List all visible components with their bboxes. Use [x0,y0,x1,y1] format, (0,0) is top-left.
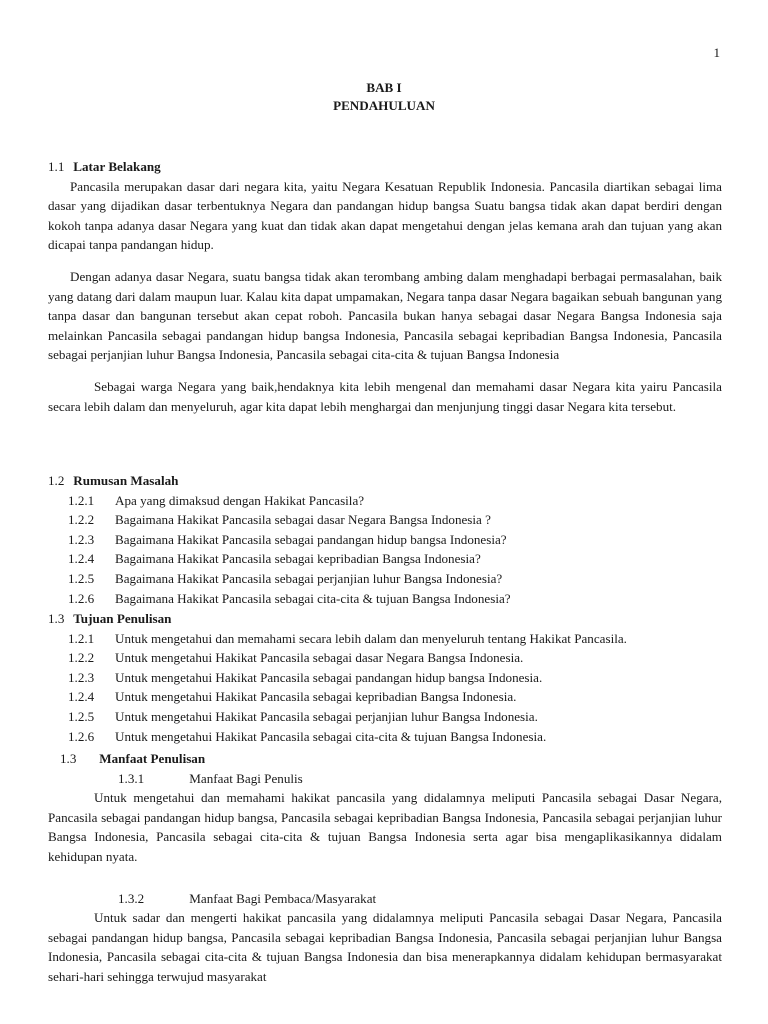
chapter-label: BAB I [366,80,402,95]
paragraph: Untuk sadar dan mengerti hakikat pancasila yang didalamnya meliputi Pancasila sebagai Dasar Negara, Pancasila sebagai pandangan hidup bangsa, Pancasila sebagai kepribadian Bangsa Indonesia, Pancasila sebagai perjanjian luhur Bangsa Indonesia, Pancasila sebagai cita-cita & tujuan Bangsa Indonesia dan bisa menerapkannya didalam kehidupan bermasyarakat sehari-hari sehingga terwujud masyarakat [48,910,722,984]
section-rumusan-masalah [48,471,722,608]
list-item: 1.2.2 Untuk mengetahui Hakikat Pancasila sebagai dasar Negara Bangsa Indonesia. [68,650,524,666]
list-item: 1.2.2 Bagaimana Hakikat Pancasila sebagai dasar Negara Bangsa Indonesia ? [68,512,491,528]
subsection-number: 1.3.2 [118,890,145,906]
subsection-heading [48,889,722,909]
page-number: 1 [713,45,720,60]
chapter-title: PENDAHULUAN [333,98,435,113]
section-number: 1.1 [48,159,65,174]
paragraph: Untuk mengetahui dan memahami hakikat pancasila yang didalamnya meliputi Pancasila sebagai Dasar Negara, Pancasila sebagai pandangan hidup bangsa, Pancasila sebagai kepribadian Bangsa Indonesia, Pancasila sebagai perjanjian luhur Bangsa Indonesia, Pancasila sebagai cita-cita & tujuan Bangsa Indonesia serta agar bisa mengaplikasikannya didalam kehidupan nyata. [48,790,722,864]
section-title: Manfaat Penulisan [99,751,206,766]
section-heading [48,609,722,629]
list-item: 1.2.5 Untuk mengetahui Hakikat Pancasila sebagai perjanjian luhur Bangsa Indonesia. [68,708,538,724]
list-item: 1.2.3 Bagaimana Hakikat Pancasila sebagai pandangan hidup bangsa Indonesia? [68,531,507,547]
subsection-title: Manfaat Bagi Pembaca/Masyarakat [189,890,377,906]
paragraph: Sebagai warga Negara yang baik,hendaknya kita lebih mengenal dan memahami dasar Negara kita yairu Pancasila secara lebih dalam dan menyeluruh, agar kita dapat lebih menghargai dan menjunjung tinggi dasar Negara kita tersebut. [48,378,722,414]
list-item: 1.2.1 Apa yang dimaksud dengan Hakikat Pancasila? [68,492,365,508]
paragraph: Pancasila merupakan dasar dari negara kita, yaitu Negara Kesatuan Republik Indonesia. Pancasila diartikan sebagai lima dasar yang dijadikan dasar terbentuknya Negara dan pandangan hidup bangsa Suatu bangsa tidak akan dapat berdiri dengan kokoh tanpa adanya dasar Negara yang kuat dan tidak akan dapat mengetahui dengan jelas kemana arah dan tujuan yang akan dicapai tanpa pandangan hidup. [48,178,722,253]
section-title: Rumusan Masalah [73,473,179,488]
subsection-number: 1.3.1 [118,770,145,786]
section-manfaat-penulisan [48,749,722,987]
list-item: 1.2.6 Untuk mengetahui Hakikat Pancasila sebagai cita-cita & tujuan Bangsa Indonesia. [68,728,547,744]
section-number: 1.2 [48,473,65,488]
section-title: Tujuan Penulisan [73,611,172,626]
list-item: 1.2.1 Untuk mengetahui dan memahami secara lebih dalam dan menyeluruh tentang Hakikat Pancasila. [68,630,627,646]
section-heading [48,749,722,769]
section-latar-belakang [48,157,722,416]
section-number: 1.3 [48,611,65,626]
list-item: 1.2.4 Untuk mengetahui Hakikat Pancasila sebagai kepribadian Bangsa Indonesia. [68,689,517,705]
section-tujuan-penulisan [48,609,722,746]
list-item: 1.2.5 Bagaimana Hakikat Pancasila sebagai perjanjian luhur Bangsa Indonesia? [68,570,503,586]
section-heading [48,157,722,177]
section-number: 1.3 [60,751,77,766]
list-item: 1.2.4 Bagaimana Hakikat Pancasila sebagai kepribadian Bangsa Indonesia? [68,551,481,567]
list-item: 1.2.3 Untuk mengetahui Hakikat Pancasila sebagai pandangan hidup bangsa Indonesia. [68,669,543,685]
list-item: 1.2.6 Bagaimana Hakikat Pancasila sebagai cita-cita & tujuan Bangsa Indonesia? [68,590,511,606]
section-title: Latar Belakang [73,159,161,174]
section-heading [48,471,722,491]
subsection-title: Manfaat Bagi Penulis [189,770,303,786]
subsection-heading [48,769,722,789]
paragraph: Dengan adanya dasar Negara, suatu bangsa tidak akan terombang ambing dalam menghadapi berbagai permasalahan, baik yang datang dari dalam maupun luar. Kalau kita dapat umpamakan, Negara tanpa dasar Negara bagaikan sebuah bangunan yang tanpa dasar dan bangunan tersebut akan cepat roboh. Pancasila bukan hanya sebagai dasar Negara Bangsa Indonesia saja melainkan Pancasila sebagai pandangan hidup bangsa Indonesia, Pancasila sebagai kepribadian Bangsa Indonesia, Pancasila sebagai perjanjian luhur Bangsa Indonesia, Pancasila sebagai cita-cita & tujuan Bangsa Indonesia [48,268,722,363]
